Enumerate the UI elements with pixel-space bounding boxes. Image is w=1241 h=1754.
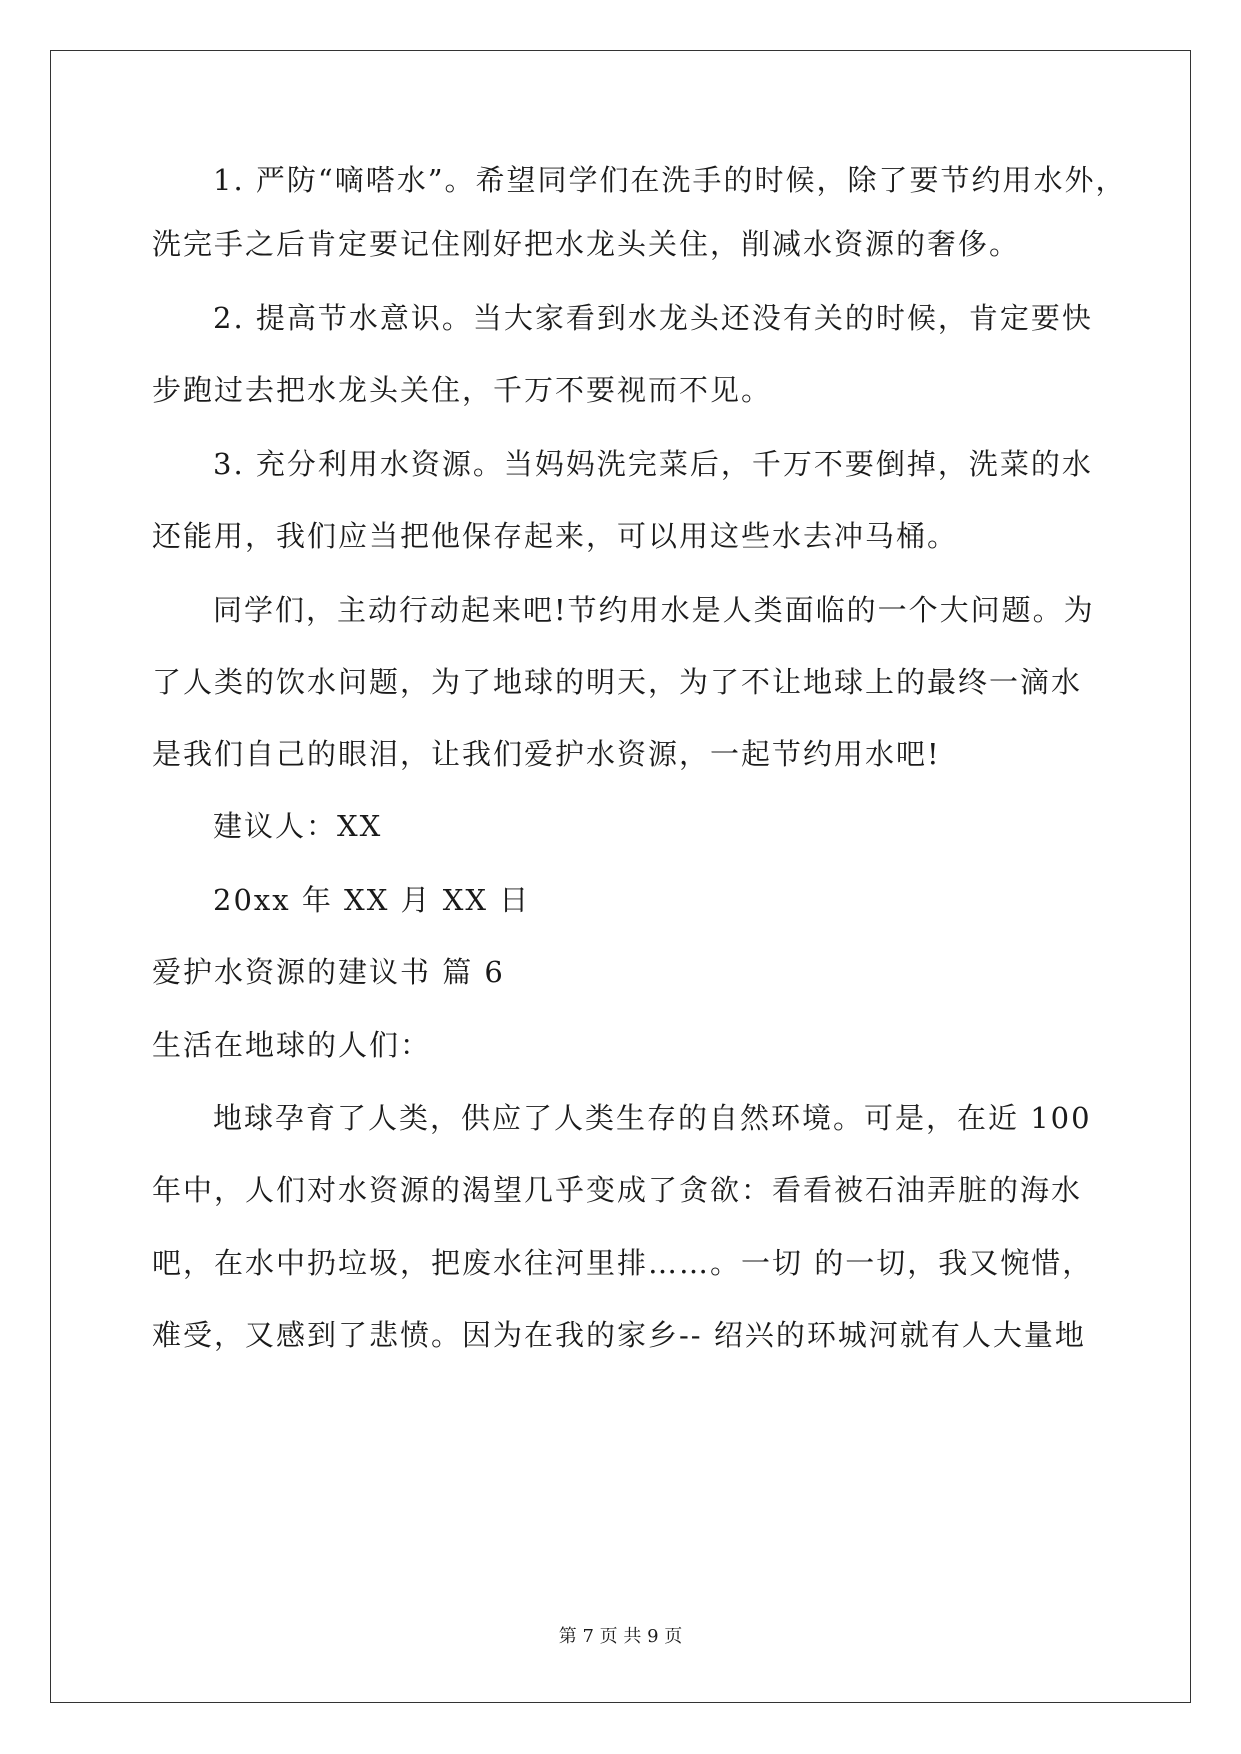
- page-number-footer: 第 7 页 共 9 页: [558, 1626, 683, 1647]
- date-line: 20xx 年 XX 月 XX 日: [213, 883, 531, 917]
- proposer-line: 建议人：XX: [213, 809, 383, 843]
- paragraph-2-line-2: 步跑过去把水龙头关住，千万不要视而不见。: [152, 373, 773, 407]
- paragraph-4-line-2: 了人类的饮水问题，为了地球的明天，为了不让地球上的最终一滴水: [152, 665, 1083, 699]
- paragraph-1-line-2: 洗完手之后肯定要记住刚好把水龙头关住，削减水资源的奢侈。: [152, 227, 1021, 261]
- paragraph-1-line-1: 1. 严防“嘀嗒水”。希望同学们在洗手的时候，除了要节约用水外，: [213, 163, 1127, 197]
- paragraph-4-line-1: 同学们，主动行动起来吧!节约用水是人类面临的一个大问题。为: [213, 593, 1095, 627]
- paragraph-2-line-1: 2. 提高节水意识。当大家看到水龙头还没有关的时候，肯定要快: [213, 301, 1093, 335]
- section-heading: 爱护水资源的建议书 篇 6: [152, 955, 505, 989]
- paragraph-3-line-1: 3. 充分利用水资源。当妈妈洗完菜后，千万不要倒掉，洗菜的水: [213, 447, 1093, 481]
- paragraph-3-line-2: 还能用，我们应当把他保存起来，可以用这些水去冲马桶。: [152, 519, 959, 553]
- paragraph-5-line-1: 地球孕育了人类，供应了人类生存的自然环境。可是，在近 100: [213, 1101, 1092, 1135]
- paragraph-5-line-2: 年中，人们对水资源的渴望几乎变成了贪欲：看看被石油弄脏的海水: [152, 1173, 1083, 1207]
- paragraph-5-line-3: 吧，在水中扔垃圾，把废水往河里排……。一切 的一切，我又惋惜，: [152, 1246, 1094, 1280]
- paragraph-4-line-3: 是我们自己的眼泪，让我们爱护水资源，一起节约用水吧!: [152, 737, 941, 771]
- paragraph-5-line-4: 难受，又感到了悲愤。因为在我的家乡-- 绍兴的环城河就有人大量地: [152, 1318, 1086, 1352]
- salutation-line: 生活在地球的人们：: [152, 1028, 432, 1062]
